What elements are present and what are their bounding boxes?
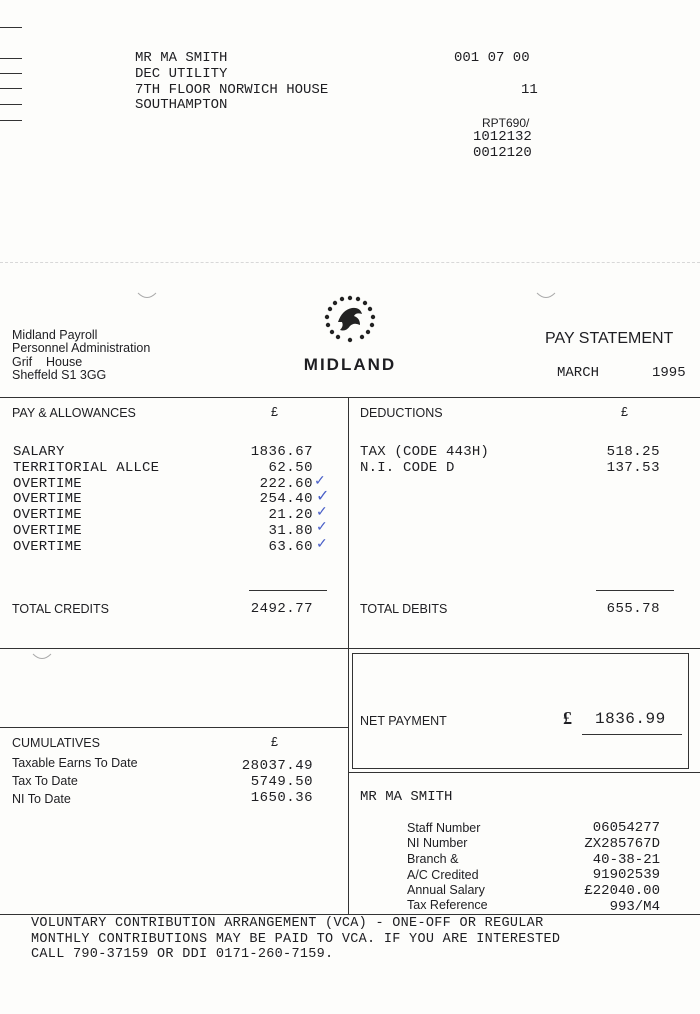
total-underline — [249, 590, 327, 591]
recipient-code: 001 07 00 — [454, 50, 530, 66]
detail-label: A/C Credited — [407, 868, 479, 882]
total-debits-label: TOTAL DEBITS — [360, 602, 448, 616]
payroll-address-line: Sheffeld S1 3GG — [12, 368, 107, 382]
totals-rule — [0, 648, 700, 649]
midland-logo — [300, 292, 400, 375]
fold-mark-icon — [135, 290, 159, 302]
pay-item-label: OVERTIME — [13, 507, 82, 523]
net-currency: £ — [563, 708, 572, 728]
employee-name: MR MA SMITH — [360, 789, 453, 805]
deduction-item-label: N.I. CODE D — [360, 460, 455, 476]
address-line: 7TH FLOOR NORWICH HOUSE — [135, 82, 329, 98]
fold-mark-icon — [534, 290, 558, 302]
pay-item-amount: 21.20 — [268, 507, 313, 523]
cumulative-label: Taxable Earns To Date — [12, 756, 138, 770]
statement-year: 1995 — [652, 365, 686, 381]
margin-mark — [0, 104, 22, 105]
deductions-currency: £ — [621, 405, 628, 419]
deduction-item-amount: 137.53 — [606, 460, 660, 476]
detail-label: Staff Number — [407, 821, 481, 835]
address-line: SOUTHAMPTON — [135, 97, 228, 113]
check-mark-icon: ✓ — [316, 535, 328, 551]
pay-item-amount: 62.50 — [268, 460, 313, 476]
notice-line: CALL 790-37159 OR DDI 0171-260-7159. — [31, 947, 334, 962]
check-mark-icon: ✓ — [314, 472, 326, 488]
pay-item-amount: 63.60 — [268, 539, 313, 555]
net-payment-label: NET PAYMENT — [360, 714, 447, 728]
total-credits-amount: 2492.77 — [250, 601, 313, 617]
address-line: MR MA SMITH — [135, 50, 228, 66]
detail-value: 993/M4 — [609, 899, 660, 915]
margin-mark — [0, 58, 22, 59]
detail-value: £22040.00 — [584, 883, 660, 899]
margin-mark — [0, 73, 22, 74]
cumulatives-currency: £ — [271, 735, 278, 749]
cumulatives-header: CUMULATIVES — [12, 736, 100, 750]
fold-mark-icon — [30, 651, 54, 663]
check-mark-icon: ✓ — [316, 503, 328, 519]
footer-rule — [0, 914, 700, 915]
net-payment-amount: 1836.99 — [595, 710, 666, 728]
detail-value: ZX285767D — [584, 836, 660, 852]
payroll-address-line: Midland Payroll — [12, 328, 98, 342]
pay-item-amount: 222.60 — [259, 476, 313, 492]
total-credits-label: TOTAL CREDITS — [12, 602, 110, 616]
check-mark-icon: ✓ — [316, 488, 330, 505]
pay-item-amount: 254.40 — [259, 491, 313, 507]
address-line: DEC UTILITY — [135, 66, 228, 82]
pay-item-amount: 31.80 — [268, 523, 313, 539]
detail-label: Branch & — [407, 852, 459, 866]
detail-value: 91902539 — [592, 867, 660, 883]
pay-header: PAY & ALLOWANCES — [12, 406, 136, 420]
payroll-address-line: Personnel Administration — [12, 341, 151, 355]
notice-line: VOLUNTARY CONTRIBUTION ARRANGEMENT (VCA) - ONE-OFF OR REGULAR — [31, 916, 544, 931]
detail-label: Annual Salary — [407, 883, 485, 897]
statement-title: PAY STATEMENT — [545, 330, 674, 347]
pay-item-label: TERRITORIAL ALLCE — [13, 460, 160, 476]
cumulative-amount: 5749.50 — [250, 774, 313, 790]
cumulative-label: NI To Date — [12, 792, 71, 806]
check-mark-icon: ✓ — [316, 518, 328, 534]
reference-line: 0012120 — [473, 145, 532, 161]
margin-mark — [0, 88, 22, 89]
pay-item-label: OVERTIME — [13, 523, 82, 539]
notice-line: MONTHLY CONTRIBUTIONS MAY BE PAID TO VCA. IF YOU ARE INTERESTED — [31, 932, 561, 947]
net-payment-box — [352, 653, 689, 769]
cumulative-label: Tax To Date — [12, 774, 78, 788]
detail-value: 06054277 — [592, 820, 660, 836]
detail-label: Tax Reference — [407, 898, 488, 912]
total-debits-amount: 655.78 — [606, 601, 660, 617]
griffin-emblem-icon — [300, 292, 400, 348]
table-top-rule — [0, 397, 700, 398]
perforation-line — [0, 262, 700, 263]
detail-value: 40-38-21 — [592, 852, 660, 868]
cumulative-amount: 28037.49 — [241, 758, 313, 774]
cumulatives-rule — [0, 727, 348, 728]
margin-mark — [0, 120, 22, 121]
payroll-address-line: Grif House — [12, 355, 83, 369]
pay-item-label: OVERTIME — [13, 491, 82, 507]
detail-label: NI Number — [407, 836, 468, 850]
pay-currency: £ — [271, 405, 278, 419]
margin-mark — [0, 27, 22, 28]
deduction-item-label: TAX (CODE 443H) — [360, 444, 490, 460]
pay-item-label: OVERTIME — [13, 539, 82, 555]
reference-line: RPT690/ — [482, 116, 530, 130]
pay-item-label: SALARY — [13, 444, 65, 460]
reference-line: 1012132 — [473, 129, 532, 145]
deductions-header: DEDUCTIONS — [360, 406, 443, 420]
employee-rule — [348, 772, 700, 773]
total-underline — [596, 590, 674, 591]
statement-month: MARCH — [557, 365, 600, 381]
logo-text: MIDLAND — [303, 355, 397, 374]
column-divider — [348, 397, 349, 915]
recipient-number: 11 — [521, 82, 538, 98]
net-underline — [582, 734, 682, 735]
deduction-item-amount: 518.25 — [606, 444, 660, 460]
cumulative-amount: 1650.36 — [250, 790, 313, 806]
pay-item-amount: 1836.67 — [250, 444, 313, 460]
pay-item-label: OVERTIME — [13, 476, 82, 492]
